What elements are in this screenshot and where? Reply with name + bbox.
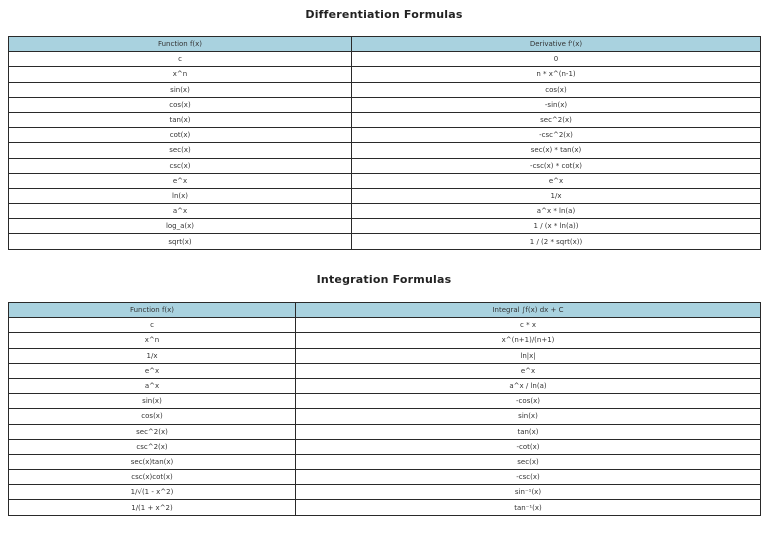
derivative-cell: -csc(x) * cot(x)	[352, 158, 761, 173]
function-cell: sqrt(x)	[9, 234, 352, 249]
function-cell: x^n	[9, 67, 352, 82]
table-row	[9, 470, 761, 485]
header-function: Function f(x)	[9, 303, 296, 318]
function-cell: 1/(1 + x^2)	[9, 500, 296, 515]
derivative-cell: 1 / (x * ln(a))	[352, 219, 761, 234]
table-row	[9, 439, 761, 454]
header-derivative: Derivative f'(x)	[352, 37, 761, 52]
function-cell: sin(x)	[9, 394, 296, 409]
function-cell: e^x	[9, 173, 352, 188]
table-row	[9, 97, 761, 112]
function-cell: e^x	[9, 363, 296, 378]
header-function: Function f(x)	[9, 37, 352, 52]
table-row	[9, 112, 761, 127]
header-integral: Integral ∫f(x) dx + C	[296, 303, 761, 318]
table-row	[9, 394, 761, 409]
table-row	[9, 204, 761, 219]
function-cell: a^x	[9, 378, 296, 393]
table-row	[9, 128, 761, 143]
function-cell: cos(x)	[9, 97, 352, 112]
function-cell: c	[9, 318, 296, 333]
function-cell: ln(x)	[9, 188, 352, 203]
table-row	[9, 333, 761, 348]
derivative-cell: sec^2(x)	[352, 112, 761, 127]
derivative-cell: n * x^(n-1)	[352, 67, 761, 82]
function-cell: cot(x)	[9, 128, 352, 143]
function-cell: sin(x)	[9, 82, 352, 97]
function-cell: sec(x)	[9, 143, 352, 158]
integral-cell: x^(n+1)/(n+1)	[296, 333, 761, 348]
derivative-cell: 1 / (2 * sqrt(x))	[352, 234, 761, 249]
table-row	[9, 348, 761, 363]
table-row	[9, 188, 761, 203]
derivative-cell: 1/x	[352, 188, 761, 203]
function-cell: 1/x	[9, 348, 296, 363]
function-cell: csc(x)	[9, 158, 352, 173]
derivative-cell: cos(x)	[352, 82, 761, 97]
function-cell: tan(x)	[9, 112, 352, 127]
function-cell: c	[9, 52, 352, 67]
table-row	[9, 143, 761, 158]
integral-cell: a^x / ln(a)	[296, 378, 761, 393]
table-row	[9, 219, 761, 234]
integral-cell: c * x	[296, 318, 761, 333]
table-row	[9, 378, 761, 393]
differentiation-table	[8, 36, 761, 250]
integral-cell: tan(x)	[296, 424, 761, 439]
derivative-cell: 0	[352, 52, 761, 67]
integration-title: Integration Formulas	[316, 273, 452, 286]
integral-cell: -cos(x)	[296, 394, 761, 409]
derivative-cell: -sin(x)	[352, 97, 761, 112]
table-row	[9, 318, 761, 333]
function-cell: csc(x)cot(x)	[9, 470, 296, 485]
function-cell: x^n	[9, 333, 296, 348]
integral-cell: sin(x)	[296, 409, 761, 424]
table-row	[9, 485, 761, 500]
integral-cell: sec(x)	[296, 454, 761, 469]
table-row	[9, 52, 761, 67]
table-row	[9, 454, 761, 469]
function-cell: sec(x)tan(x)	[9, 454, 296, 469]
derivative-cell: -csc^2(x)	[352, 128, 761, 143]
table-row	[9, 363, 761, 378]
table-header-row	[9, 303, 761, 318]
integral-cell: sin⁻¹(x)	[296, 485, 761, 500]
derivative-cell: sec(x) * tan(x)	[352, 143, 761, 158]
integral-cell: tan⁻¹(x)	[296, 500, 761, 515]
derivative-cell: e^x	[352, 173, 761, 188]
function-cell: csc^2(x)	[9, 439, 296, 454]
function-cell: cos(x)	[9, 409, 296, 424]
table-row	[9, 158, 761, 173]
integral-cell: e^x	[296, 363, 761, 378]
derivative-cell: a^x * ln(a)	[352, 204, 761, 219]
differentiation-title: Differentiation Formulas	[305, 8, 463, 21]
integral-cell: ln|x|	[296, 348, 761, 363]
table-row	[9, 409, 761, 424]
integral-cell: -cot(x)	[296, 439, 761, 454]
integration-table	[8, 302, 761, 516]
table-row	[9, 424, 761, 439]
table-row	[9, 82, 761, 97]
table-row	[9, 500, 761, 515]
function-cell: a^x	[9, 204, 352, 219]
function-cell: sec^2(x)	[9, 424, 296, 439]
integral-cell: -csc(x)	[296, 470, 761, 485]
function-cell: 1/√(1 - x^2)	[9, 485, 296, 500]
table-row	[9, 234, 761, 249]
function-cell: log_a(x)	[9, 219, 352, 234]
table-header-row	[9, 37, 761, 52]
table-row	[9, 67, 761, 82]
table-row	[9, 173, 761, 188]
